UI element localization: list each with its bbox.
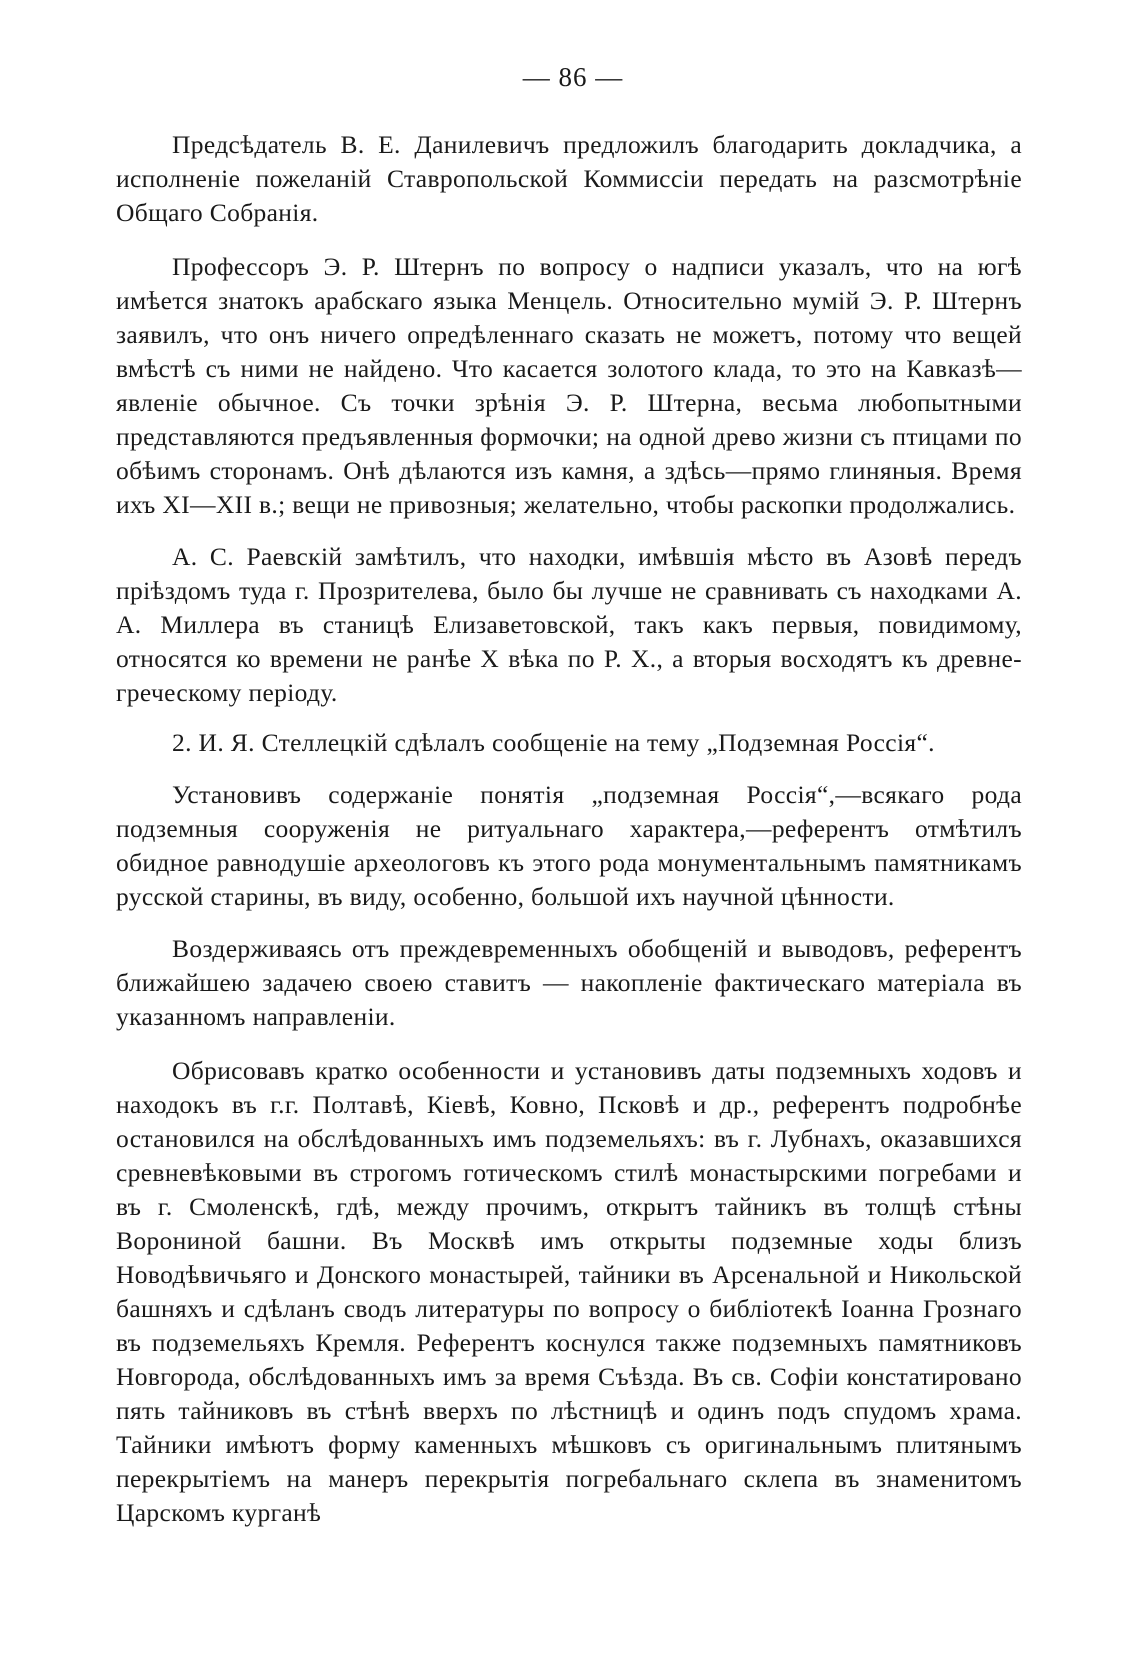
paragraph-stelletsky-report-title: 2. И. Я. Стеллецкій сдѣлалъ сообщеніе на тему „Подземная Россія“. xyxy=(172,728,935,757)
paragraph-chairman-remark: Предсѣдатель В. Е. Данилевичъ предложилъ благодарить докладчика, а исполненіе пожеланій Ставропольской Коммиссіи передать на разсмотрѣніе Общаго Собранія. xyxy=(116,130,1022,227)
body-text xyxy=(116,128,1022,1530)
paragraph-stern-remarks: Профессоръ Э. Р. Штернъ по вопросу о надписи указалъ, что на югѣ имѣется знатокъ арабскаго языка Менцель. Относительно мумій Э. Р. Штернъ заявилъ, что онъ ничего опредѣленнаго сказать не можетъ, потому что вещей вмѣстѣ съ ними не найдено. Что касается золотого клада, то это на Кавказѣ—явленіе обычное. Съ точки зрѣнія Э. Р. Штерна, весьма любопытными представляются предъявленныя формочки; на одной древо жизни съ птицами по обѣимъ сторонамъ. Онѣ дѣлаются изъ камня, а здѣсь—прямо глиняныя. Время ихъ XI—XII в.; вещи не привозныя; желательно, чтобы раскопки продолжались. xyxy=(116,252,1022,519)
paragraph-underground-findings: Обрисовавъ кратко особенности и установивъ даты подземныхъ ходовъ и находокъ въ г.г. Полтавѣ, Кіевѣ, Ковно, Псковѣ и др., референтъ подробнѣе остановился на обслѣдованныхъ имъ подземельяхъ: въ г. Лубнахъ, оказавшихся сревневѣковыми въ строгомъ готическомъ стилѣ монастырскими погребами и въ г. Смоленскѣ, гдѣ, между прочимъ, открытъ тайникъ въ толщѣ стѣны Ворониной башни. Въ Москвѣ имъ открыты подземные ходы близъ Новодѣвичьяго и Донского монастырей, тайники въ Арсенальной и Никольской башняхъ и сдѣланъ сводъ литературы по вопросу о библіотекѣ Іоанна Грознаго въ подземельяхъ Кремля. Референтъ коснулся также подземныхъ памятниковъ Новгорода, обслѣдованныхъ имъ за время Съѣзда. Въ св. Софіи констатировано пять тайниковъ въ стѣнѣ вверхъ по лѣстницѣ и одинъ подъ спудомъ храма. Тайники имѣютъ форму каменныхъ мѣшковъ съ оригинальнымъ плитянымъ перекрытіемъ на манеръ перекрытія погребальнаго склепа въ знаменитомъ Царскомъ курганѣ xyxy=(116,1056,1022,1527)
paragraph-underground-russia-definition: Установивъ содержаніе понятія „подземная Россія“,—всякаго рода подземныя сооруженія не ритуальнаго характера,—референтъ отмѣтилъ обидное равнодушіе археологовъ къ этого рода монументальнымъ памятникамъ русской старины, въ виду, особенно, большой ихъ научной цѣнности. xyxy=(116,780,1022,911)
paragraph-raevsky-remark: А. С. Раевскій замѣтилъ, что находки, имѣвшія мѣсто въ Азовѣ передъ пріѣздомъ туда г. Прозрителева, было бы лучше не сравнивать съ находками А. А. Миллера въ станицѣ Елизаветовской, такъ какъ первыя, повидимому, относятся ко времени не ранѣе X вѣка по Р. Х., а вторыя восходятъ къ древне-греческому періоду. xyxy=(116,542,1022,707)
page-number: — 86 — xyxy=(522,62,624,92)
paragraph-referent-task: Воздерживаясь отъ преждевременныхъ обобщеній и выводовъ, референтъ ближайшею задачею своею ставитъ — накопленіе фактическаго матеріала въ указанномъ направленіи. xyxy=(116,934,1022,1031)
